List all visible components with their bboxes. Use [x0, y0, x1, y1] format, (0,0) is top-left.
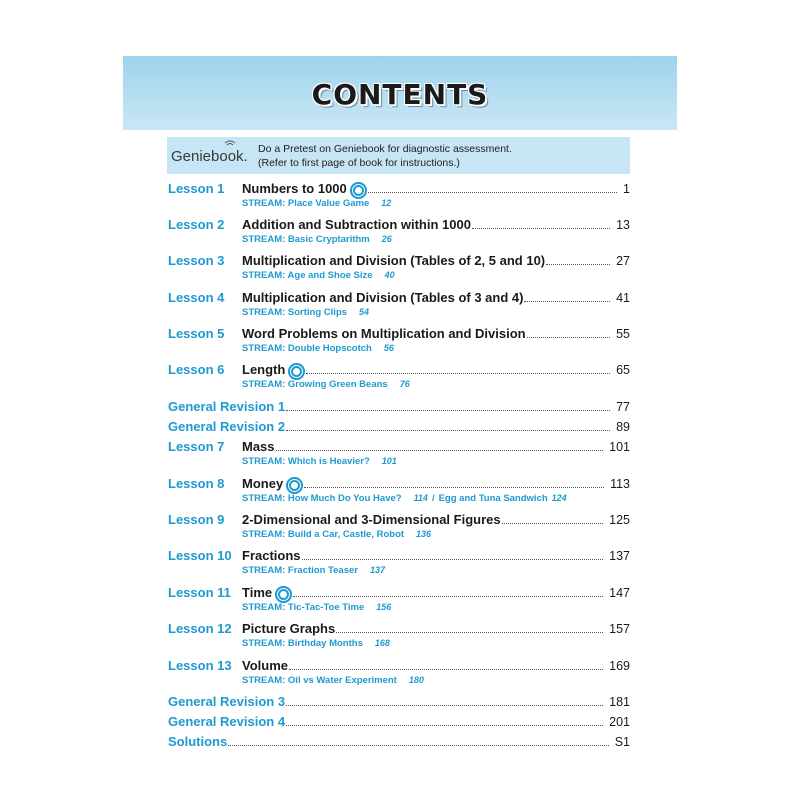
toc-entry-title: Addition and Subtraction within 1000 — [242, 217, 471, 232]
toc-page-number: 113 — [610, 477, 630, 491]
toc-line — [242, 475, 630, 493]
toc-entry-title: Fractions — [242, 548, 301, 563]
toc-entry-title: Length — [242, 362, 286, 377]
toc-page-number: 55 — [616, 327, 630, 341]
toc-entry — [168, 252, 630, 272]
stream-page-number-2: 124 — [551, 493, 567, 503]
toc-page-number: 89 — [616, 420, 630, 434]
stream-title: STREAM: Place Value Game — [242, 198, 370, 209]
dot-leader — [286, 704, 603, 706]
toc-line — [168, 733, 630, 751]
toc-line — [242, 325, 630, 343]
toc-section-label: General Revision 2 — [168, 419, 286, 434]
toc-entry — [168, 620, 630, 640]
stream-page-number: 12 — [381, 198, 392, 208]
stream-activity — [242, 197, 391, 210]
stream-activity — [242, 674, 424, 687]
geniebook-line-2: (Refer to first page of book for instructions.) — [258, 157, 460, 169]
toc-section-label: General Revision 1 — [168, 399, 286, 414]
toc-section-label: General Revision 3 — [168, 694, 286, 709]
toc-entry-title: Numbers to 1000 — [242, 181, 347, 196]
toc-page-number: 137 — [609, 549, 630, 563]
stream-page-number: 56 — [383, 343, 394, 353]
toc-lesson-label: Lesson 9 — [168, 512, 225, 527]
dot-leader — [293, 595, 603, 597]
toc-page-number: 147 — [609, 586, 630, 600]
toc-entry — [168, 216, 630, 236]
toc-lesson-label: Lesson 12 — [168, 621, 232, 636]
toc-entry — [168, 398, 630, 418]
stream-title: STREAM: Growing Green Beans — [242, 379, 388, 390]
toc-entry-title: Multiplication and Division (Tables of 2, 5 and 10) — [242, 253, 546, 268]
toc-line — [242, 438, 630, 456]
toc-entry-title: Multiplication and Division (Tables of 3 and 4) — [242, 290, 524, 305]
dot-leader — [276, 449, 604, 451]
toc-page-number: 65 — [616, 363, 630, 377]
dot-leader — [527, 336, 610, 338]
dot-leader — [286, 429, 610, 431]
toc-page-number: 157 — [609, 622, 630, 636]
stream-title-2: Egg and Tuna Sandwich — [438, 493, 548, 504]
toc-entry — [168, 584, 630, 604]
toc-page-number: S1 — [614, 735, 630, 749]
toc-line — [168, 693, 630, 711]
toc-entry-title: Mass — [242, 439, 275, 454]
toc-line — [168, 398, 630, 416]
stream-title: STREAM: Which is Heavier? — [242, 456, 370, 467]
stream-page-number: 168 — [374, 638, 390, 648]
toc-line — [242, 657, 630, 675]
toc-lesson-label: Lesson 8 — [168, 476, 225, 491]
toc-section-label: Solutions — [168, 734, 228, 749]
toc-lesson-label: Lesson 4 — [168, 290, 225, 305]
stream-activity — [242, 601, 391, 614]
toc-page-number: 41 — [616, 291, 630, 305]
toc-entry — [168, 547, 630, 567]
toc-section-label: General Revision 4 — [168, 714, 286, 729]
toc-line — [242, 289, 630, 307]
stream-title: STREAM: Sorting Clips — [242, 307, 348, 318]
geniebook-logo: Geniebook. — [171, 148, 248, 165]
toc-lesson-label: Lesson 11 — [168, 585, 231, 600]
stream-activity — [242, 492, 567, 505]
toc-page-number: 13 — [616, 218, 630, 232]
toc-line — [242, 584, 630, 602]
toc-page-number: 101 — [609, 440, 630, 454]
stream-page-number: 26 — [381, 234, 392, 244]
toc-lesson-label: Lesson 7 — [168, 439, 225, 454]
stream-page-number: 180 — [408, 675, 424, 685]
stream-activity — [242, 637, 390, 650]
toc-line — [242, 252, 630, 270]
toc-entry — [168, 438, 630, 458]
toc-entry — [168, 418, 630, 438]
toc-lesson-label: Lesson 2 — [168, 217, 225, 232]
toc-line — [242, 361, 630, 379]
toc-entry-title: 2-Dimensional and 3-Dimensional Figures — [242, 512, 501, 527]
geniebook-line-1: Do a Pretest on Geniebook for diagnostic assessment. — [258, 143, 512, 155]
stream-page-number: 54 — [359, 307, 370, 317]
dot-leader — [546, 263, 610, 265]
stream-page-number: 114 — [413, 493, 428, 503]
toc-entry-title: Picture Graphs — [242, 621, 336, 636]
toc-page-number: 27 — [616, 254, 630, 268]
stream-separator: / — [431, 493, 435, 504]
stream-activity — [242, 269, 395, 282]
toc-lesson-label: Lesson 6 — [168, 362, 225, 377]
dot-leader — [286, 409, 610, 411]
dot-leader — [228, 744, 608, 746]
stream-activity — [242, 378, 410, 391]
toc-entry-title: Volume — [242, 658, 288, 673]
toc-entry — [168, 713, 630, 733]
toc-page-number: 1 — [623, 182, 630, 196]
toc-lesson-label: Lesson 5 — [168, 326, 225, 341]
toc-entry — [168, 289, 630, 309]
dot-leader — [368, 191, 617, 193]
dot-leader — [286, 724, 603, 726]
dot-leader — [302, 558, 604, 560]
toc-line — [242, 216, 630, 234]
stream-activity — [242, 306, 369, 319]
toc-line — [242, 180, 630, 198]
stream-title: STREAM: Basic Cryptarithm — [242, 234, 370, 245]
stream-title: STREAM: How Much Do You Have? — [242, 493, 402, 504]
dot-leader — [472, 227, 610, 229]
stream-page-number: 76 — [399, 379, 410, 389]
toc-page-number: 201 — [609, 715, 630, 729]
stream-activity — [242, 233, 392, 246]
toc-line — [242, 620, 630, 638]
stream-page-number: 156 — [376, 602, 392, 612]
page-title: CONTENTS — [311, 78, 489, 111]
toc-entry — [168, 693, 630, 713]
stream-title: STREAM: Oil vs Water Experiment — [242, 675, 397, 686]
toc-line — [242, 547, 630, 565]
stream-activity — [242, 528, 431, 541]
stream-title: STREAM: Tic-Tac-Toe Time — [242, 602, 365, 613]
dot-leader — [306, 372, 610, 374]
toc-entry — [168, 733, 630, 753]
toc-page-number: 125 — [609, 513, 630, 527]
toc-entry — [168, 180, 630, 200]
dot-leader — [304, 486, 604, 488]
toc-page-number: 169 — [609, 659, 630, 673]
toc-entry-title: Money — [242, 476, 284, 491]
stream-title: STREAM: Birthday Months — [242, 638, 363, 649]
stream-page-number: 137 — [369, 565, 385, 575]
toc-lesson-label: Lesson 3 — [168, 253, 225, 268]
stream-page-number: 40 — [384, 270, 395, 280]
stream-activity — [242, 455, 397, 468]
stream-page-number: 101 — [381, 456, 397, 466]
stream-title: STREAM: Double Hopscotch — [242, 343, 372, 354]
toc-page-number: 77 — [616, 400, 630, 414]
toc-lesson-label: Lesson 1 — [168, 181, 225, 196]
dot-leader — [289, 668, 603, 670]
toc-lesson-label: Lesson 10 — [168, 548, 232, 563]
dot-leader — [524, 300, 610, 302]
stream-title: STREAM: Build a Car, Castle, Robot — [242, 529, 405, 540]
toc-lesson-label: Lesson 13 — [168, 658, 232, 673]
stream-activity — [242, 564, 385, 577]
dot-leader — [502, 522, 604, 524]
toc-page-number: 181 — [609, 695, 630, 709]
toc-line — [168, 418, 630, 436]
toc-entry-title: Time — [242, 585, 273, 600]
dot-leader — [336, 631, 603, 633]
stream-title: STREAM: Fraction Teaser — [242, 565, 358, 576]
toc-entry — [168, 325, 630, 345]
toc-line — [242, 511, 630, 529]
stream-title: STREAM: Age and Shoe Size — [242, 270, 373, 281]
toc-line — [168, 713, 630, 731]
stream-activity — [242, 342, 394, 355]
stream-page-number: 136 — [416, 529, 432, 539]
toc-entry-title: Word Problems on Multiplication and Division — [242, 326, 526, 341]
